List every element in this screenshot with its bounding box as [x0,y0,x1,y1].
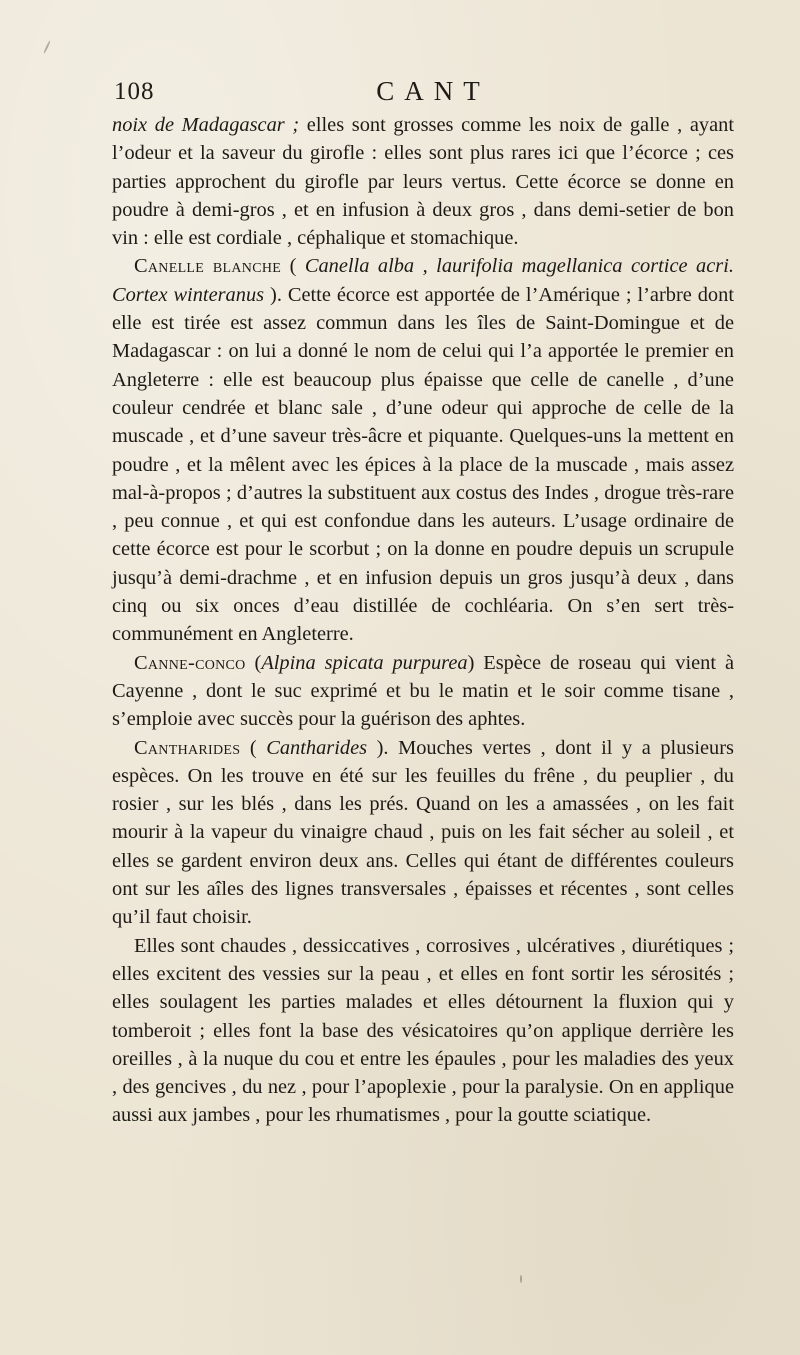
paragraph-text: ). Cette écorce est apportée de l’Amérique ; l’arbre dont elle est tirée est assez commun dans les îles de Saint-Domingue et de Madagascar : on lui a donné le nom de celui qui l’a apportée le premier en Angleterre : elle est beaucoup plus épaisse que celle de canelle , d’une couleur cendrée et blanc sale , d’une odeur qui approche de celle de la muscade , et d’une saveur très-âcre et piquante. Quelques-uns la mettent en poudre , et la mêlent avec les épices à la place de la muscade , mais assez mal-à-propos ; d’autres la substituent aux costus des Indes , drogue très-rare , peu connue , et qui est confondue dans les auteurs. L’usage ordinaire de cette écorce est pour le scorbut ; on la donne en poudre depuis un scrupule jusqu’à demi-drachme , et en infusion depuis un gros jusqu’à deux , dans cinq ou six onces d’eau distillée de cochléaria. On s’en sert très-communément en Angleterre. [112,283,734,646]
paragraph-text: ( [240,736,267,759]
paper-mark [43,40,51,54]
paragraph-text: ( [245,651,262,674]
paragraph [112,649,734,734]
entry-term: Cantharides [134,736,241,759]
entry-term: Canne-conco [134,651,246,674]
paragraph-text: ( [281,255,305,278]
paragraph [112,932,734,1130]
latin-name: Canella alba , laurifolia magellanica cortice acri. Cortex winteranus [112,255,734,306]
paragraph [112,252,734,648]
paragraph [112,734,734,932]
latin-name: noix de Madagascar ; [112,114,300,136]
paragraph-text: ) Espèce de roseau qui vient à Cayenne , dont le suc exprimé et bu le matin et le soir comme tisane , s’emploie avec succès pour la guérison des aphtes. [112,651,734,731]
latin-name: Alpina spicata purpurea [261,651,468,674]
entry-term: Canelle blanche [134,255,282,278]
paragraph-text: ). Mouches vertes , dont il y a plusieurs espèces. On les trouve en été sur les feuilles du frêne , du peuplier , du rosier , sur les blés , dans les prés. Quand on les a amassées , on les fait mourir à la vapeur du vinaigre chaud , puis on les fait sécher au soleil , et elles se gardent environ deux ans. Celles qui étant de différentes couleurs ont sur les aîles des lignes transversales , épaisses et récentes , sont celles qu’il faut choisir. [112,736,734,929]
paragraph-text: Elles sont chaudes , dessiccatives , corrosives , ulcératives , diurétiques ; elles excitent des vessies sur la peau , et elles en font sortir les sérosités ; elles soulagent les parties malades et elles détournent la fluxion qui y tomberoit ; elles font la base des vésicatoires qu’on applique derrière les oreilles , à la nuque du cou et entre les épaules , pour les maladies des yeux , des gencives , du nez , pour l’apoplexie , pour la paralysie. On en applique aussi aux jambes , pour les rhumatismes , pour la goutte sciatique. [112,934,734,1127]
paragraph-text: elles sont grosses comme les noix de galle , ayant l’odeur et la saveur du girofle : elles sont plus rares ici que l’écorce ; ces parties approchent du girofle par leurs vertus. Cette écorce se donne en poudre à demi-gros , et en infusion à deux gros , dans demi-setier de bon vin : elle est cordiale , céphalique et stomachique. [112,114,735,250]
paragraph [112,111,734,252]
paper-mark [120,835,123,838]
latin-name: Cantharides [266,736,368,759]
body-text [112,111,734,1130]
paper-mark [520,1275,522,1283]
page-number: 108 [114,78,155,105]
page-header [114,72,730,112]
running-head: CANT [376,76,490,106]
